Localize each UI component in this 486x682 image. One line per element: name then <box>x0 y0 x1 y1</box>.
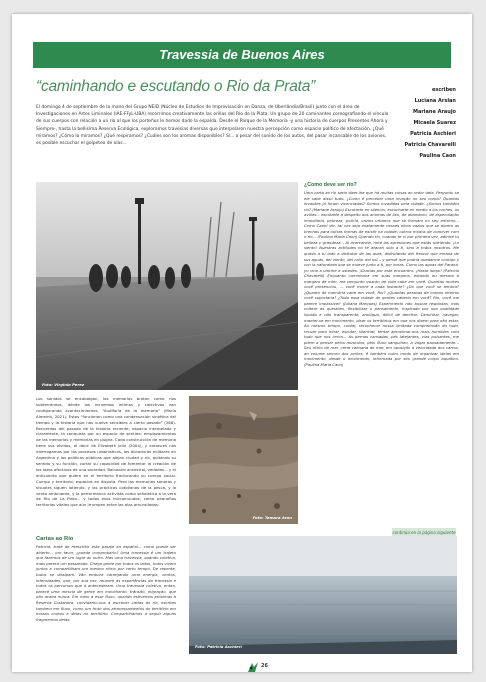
right-heading: ¿Como deve ser río? <box>304 182 357 188</box>
magazine-page <box>12 14 472 672</box>
authors-label: escriben <box>431 87 456 93</box>
photo-river <box>189 536 457 654</box>
river-image <box>189 536 457 654</box>
continued-note: continúa en la página siguiente <box>392 530 456 535</box>
sand-image <box>189 396 298 524</box>
section-banner: Travessia de Buenos Aires <box>33 42 451 68</box>
left-column-text: Los sonidos se encabalgan, las memorias brotan como ríos subterráneos, dónde los recuerdos íntimos y colectivos van configurando acontecimientos. “Audiforia de la memoria” (Maria Almeinti, 2021). Estos “funcionan como una condensación sintética del tiempo y la historia que nos vuelve sensibles a cierto pasado” (268). Recuerdos del pasado de la historia reciente, espacio interpelado y claramente, la conquista por un espacio de sentido: emplazamientos de las memorias y memorias en pugna. Cada construcción de memoria tiene sus olvidos, al decir de Elizabeth Jelín (2004), y entonces nos interrogamos por los procesos urbanisticos, las dictaduras militares en Argentina y las políticas públicas que alejan ciudad y río, quitando su sentido y su función, cortar su capacidad de fomentar la creación de los lazos afectivos de una sociedad. Balneario ancestral, vedados... y el anticuento que quiero en el territorio fracturando su cuerpo social. Cuerpo y territorio, espacios en disputa. Pero las memorias sonoras y visuales siguen latiendo, y las prácticas cotidianas de la pesca, y la venta ambulante, y la performance activista como señaletica a la vera de Río de La Plata... y todos esos micromundos, como pequeños territorios vitales que aún irrumpen entre las olas amuralladas. <box>36 396 176 508</box>
photo-promenade <box>36 182 298 390</box>
photo3-caption: Foto: Patricia Aschieri <box>195 644 242 649</box>
author-name: Micaela Suarez <box>413 120 456 126</box>
author-name: Patricia Chavarelli <box>404 142 456 148</box>
intro-paragraph: El domingo 4 de septiembre de la mano del Grupo NEID (Núcleo de Estudios de Improvisación en Danza, de Uberlândia/Brasil) junto con el área de Investigaciones en Artes Liminales (IAE-FFyL-UBA) recorrimos creativamente las orillas del Río de la Plata. Un grupo de 20 caminantes coreografiando el vínculo de sus cuerpos con relación a un río al que los porteños le hemos dado la espalda. Desde el Parque de la Memoria -y una historia de cuerpos Presentes Ahora y Siempre-, hasta la bellisima Reserva Ecológica, exploramos travesias diversas que interpelaron nuestra percepción como espacio político de afectación. ¿Qué miramos? ¿Cómo lo miramos? ¿Qué respiramos? ¿Cuáles son los aromas disponibles? Sí... a pesar del sonido de los autos, del pasar incansable de los aviones, es posible escuchar el golpeteo de olas... <box>36 105 389 147</box>
cartas-heading: Cartas ao Río <box>36 536 74 542</box>
magazine-logo-icon <box>248 662 258 672</box>
author-name: Luciana Arslan <box>414 98 456 104</box>
author-name: Paulina Caon <box>419 153 456 159</box>
article-title: “caminhando e escutando o Rio da Prata” <box>36 78 316 95</box>
page-number: 26 <box>261 663 268 669</box>
photo-sand <box>189 396 298 524</box>
photo1-caption: Foto: Virginia Perez <box>42 382 85 387</box>
promenade-image <box>36 182 298 390</box>
author-name: Mariane Araujo <box>412 109 456 115</box>
photo2-caption: Foto: Tamara Aron <box>252 515 292 520</box>
cartas-text: Patricia, traté de reescribir este pasaje en español... como puede ser abierto... por favor, ¿puede comprobarlo? Uma travessia é um trajeto que fazemos de um lugar ao outro. Mas uma travessia, quando coletiva, mais parece um passarado. Chega gente por todos os lados, todos vivem juntos e compartilham um mesmo ritmo por certo tempo. De repente, todos se dissipam. Vão embora carregando uma energia, ventos, intensidades, que, por sua vez, reúnem as experiências da travessia e todos os percursos que a antecederam. Uma travessia coletiva, entao, parece uma mescla de gente em movimento, trânsito, migração, que não acaba nunca. Em meio a esse fluxo, quando estivemos próximas à Reserva Costanera, convidamo-nos a escrever cartas ao río, escritas tambem em fluxo, como um fruto dos atravessamentos do território em nossos corpos e deles no território. Compartilhamos a seguir alguns fragmentos delas: <box>36 544 176 622</box>
author-list <box>396 85 456 162</box>
right-column-text: Uma carta ao rio seria dizer-lhe que há muitas coisas ao redor dele. Pergunto se ele sabe disso tudo. ¿Como é perceber uma invação no seu corpo? Quantas invasões já foram vivenciadas? Somos invadidas pela cidade. ¿Somos também rio? (Mariane Araujo) Escutarte en silencio, escucharte en medio a los coches, os aviões... escutarte a despeito dos anomas de lixo, de abandono, de especulação imobiliária, pobreza, polícia, vazios urbanos que se formam no seu entorno... Como Caeiri diz, tal vez seja exatamente nesses olhos vazios que se abrem as brechas para outras formas de existir na cidade; outros modos de conviver com o rio... (Paulina Maria Caon) Querido río, cuando te vi por primera vez, admiré tu belleza y grandeza... Al acercarme, noté las agresiones que estás sufriendo. ¡Lo siento! Nuestras actitudes no te atacan solo a ti, sino a todos nosotros. Me quedo a tu lado a disfrutar de las aves, disfrutando del frescor que emana de sus aguas, del viento, del calor del sol... y pensé que podría quedarme contigo y con la naturaleza que se mueve junto a ti, por horas. Como las aguas del Paraná, yo vine a unirme a ustedes. ¡Gracias por este encuentro. ¡Hasta luego! (Patricia Chavarelli) Enquanto caminhava em suas margens, estando eu mesma à margem de mim, me pergunto quanto de vida cabe em você. Quantas mortes você presenciou, ... você morre a cada instante? ¿Do que você se lembra? ¿Quanto de memória cabe em você, Rio? ¿Quantas pessoas de corpos inteiros você suportaria? ¿Toda essa cidade de gentes caberia em você? Rio, você me parece impassivel! (Juliana Marques) Experimento não buscar respostas, mas voltear as questões, flexibilizar o pensamento, inspirado por sua qualidade líquida e não transparente, ambígua, difícil de decifrar. Caminhar, navegar, manter-se em movimento, pisar os territórios em que nos dizem para não estar. Ao mesmo tempo, cuidar, reconhecer nossa limitada compreensão do todo, recuar para mirar, escutar, silenciar, tentar aproximar-nos mais humildes com tudo que nos cerca... As pernas cansadas, pés latejantes, vias pulsantes, me pilem a pensar pelos músculos, pelo fluxo sanguíneo, a vagar pausadamente... Seu ritmo de mar, certa calmaria de mar, em oposição à velocidade dos carros, ao volume sonoro dos aviões, é também outro modo de organizar ideias em movimento, desde o movimento, informada por seu grande corpo aquático. (Paulina Maria Caon) <box>304 190 459 367</box>
author-name: Patricia Aschieri <box>410 131 456 137</box>
